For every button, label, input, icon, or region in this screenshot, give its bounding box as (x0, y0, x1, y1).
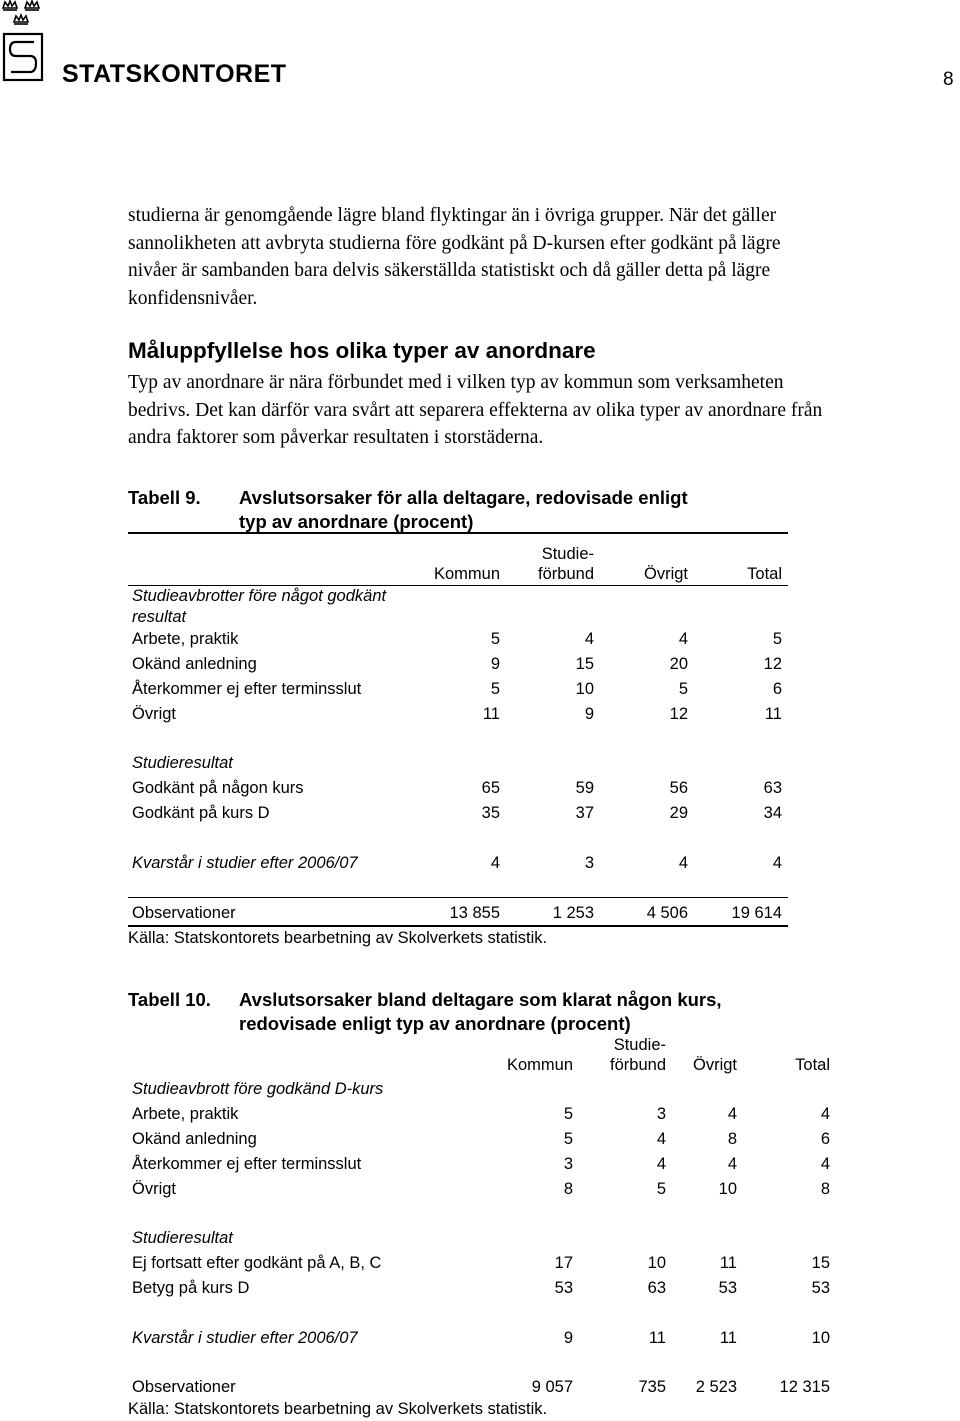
row-label: Godkänt på kurs D (132, 804, 270, 822)
body-paragraph: Typ av anordnare är nära förbundet med i vilken typ av kommun som verksamheten bedrivs. Det kan därför vara svårt att separera effekterna av olika typer av anordnare från andra faktorer som påverkar resultaten i storstäderna. (128, 372, 823, 448)
table-cell: 37 (575, 804, 594, 822)
header-line: Studie- (613, 1036, 666, 1054)
table-rule (128, 925, 788, 927)
page-number: 8 (943, 69, 954, 90)
table-cell: 4 (584, 630, 594, 648)
table-source: Källa: Statskontorets bearbetning av Skolverkets statistik. (128, 1400, 548, 1418)
table-cell: 4 (727, 1105, 737, 1123)
table-title-line: typ av anordnare (procent) (239, 510, 474, 532)
row-label: Okänd anledning (132, 655, 257, 673)
row-label: Övrigt (132, 1180, 177, 1198)
table-section-label (132, 586, 386, 628)
table-cell: 4 (656, 1155, 666, 1173)
table-cell: 5 (563, 1130, 573, 1148)
table-cell: 8 (820, 1180, 830, 1198)
table-cell: 8 (727, 1130, 737, 1148)
table-cell: 56 (669, 779, 688, 797)
table-cell: 12 315 (779, 1378, 830, 1396)
table-cell: 5 (490, 680, 500, 698)
row-label: Godkänt på någon kurs (132, 779, 304, 797)
table-cell: 12 (669, 705, 688, 723)
table-cell: 10 (811, 1329, 830, 1347)
column-header-ovrigt: Övrigt (643, 565, 688, 583)
row-label: Kvarstår i studier efter 2006/07 (132, 1329, 358, 1347)
table-cell: 53 (811, 1279, 830, 1297)
table-cell: 11 (482, 705, 500, 723)
table-cell: 2 523 (695, 1378, 737, 1396)
table-cell: 59 (575, 779, 594, 797)
section-heading: Måluppfyllelse hos olika typer av anordnare (128, 338, 596, 363)
table-cell: 15 (575, 655, 594, 673)
table-cell: 9 (563, 1329, 573, 1347)
table-cell: 63 (647, 1279, 666, 1297)
table-rule (128, 532, 788, 534)
table-cell: 9 057 (531, 1378, 573, 1396)
table-cell: 63 (763, 779, 782, 797)
table-title (239, 486, 688, 533)
table-cell: 12 (763, 655, 782, 673)
table-cell: 11 (719, 1254, 737, 1272)
table-title (239, 988, 722, 1035)
table-cell: 4 (490, 854, 500, 872)
table-cell: 9 (584, 705, 594, 723)
row-label: Arbete, praktik (132, 1105, 239, 1123)
header-line: förbund (538, 565, 594, 583)
table-cell: 735 (638, 1378, 666, 1396)
table-cell: 11 (764, 705, 782, 723)
table-label: Tabell 10. (128, 989, 211, 1010)
row-label: Övrigt (132, 705, 177, 723)
row-label: Ej fortsatt efter godkänt på A, B, C (132, 1254, 382, 1272)
row-label: Betyg på kurs D (132, 1279, 250, 1297)
row-label: Observationer (132, 904, 236, 922)
table-cell: 6 (820, 1130, 830, 1148)
table-cell: 1 253 (552, 904, 594, 922)
table-source: Källa: Statskontorets bearbetning av Skolverkets statistik. (128, 929, 548, 947)
table-cell: 5 (563, 1105, 573, 1123)
wordmark: STATSKONTORET (62, 60, 287, 88)
table-cell: 5 (678, 680, 688, 698)
table-cell: 11 (648, 1329, 666, 1347)
header-line: förbund (610, 1056, 666, 1074)
row-label: Okänd anledning (132, 1130, 257, 1148)
column-header-ovrigt: Övrigt (692, 1056, 737, 1074)
table-cell: 4 (656, 1130, 666, 1148)
row-label: Återkommer ej efter terminsslut (132, 1155, 362, 1173)
table-cell: 19 614 (731, 904, 782, 922)
table-cell: 4 506 (646, 904, 688, 922)
table-rule (128, 897, 788, 898)
table-cell: 5 (772, 630, 782, 648)
table-cell: 5 (490, 630, 500, 648)
table-cell: 53 (554, 1279, 573, 1297)
table-cell: 4 (772, 854, 782, 872)
table-section-label: Studieavbrott före godkänd D-kurs (132, 1080, 384, 1098)
table-cell: 20 (669, 655, 688, 673)
table-label: Tabell 9. (128, 487, 201, 508)
column-header-kommun: Kommun (506, 1056, 573, 1074)
table-cell: 6 (772, 680, 782, 698)
row-label: Observationer (132, 1378, 236, 1396)
table-cell: 4 (678, 630, 688, 648)
table-cell: 3 (584, 854, 594, 872)
table-title-line: Avslutsorsaker bland deltagare som klarat någon kurs, (239, 989, 722, 1010)
table-cell: 17 (554, 1254, 573, 1272)
table-cell: 65 (481, 779, 500, 797)
table-cell: 29 (669, 804, 688, 822)
table-cell: 35 (481, 804, 500, 822)
table-cell: 5 (656, 1180, 666, 1198)
table-cell: 4 (820, 1105, 830, 1123)
table-cell: 3 (656, 1105, 666, 1123)
table-cell: 4 (678, 854, 688, 872)
table-cell: 34 (763, 804, 782, 822)
header-line: Studie- (541, 545, 594, 563)
table-cell: 13 855 (449, 904, 500, 922)
table-cell: 10 (718, 1180, 737, 1198)
table-cell: 15 (811, 1254, 830, 1272)
table-cell: 8 (563, 1180, 573, 1198)
body-paragraph: studierna är genomgående lägre bland flyktingar än i övriga grupper. När det gäller sannolikheten att avbryta studierna före godkänt på D-kursen efter godkänt på lägre nivåer är sambanden bara delvis säkerställda statistiskt och då gäller detta på lägre konfidensnivåer. (128, 205, 781, 309)
section-label-line: Studieavbrotter före något godkänt (132, 587, 387, 605)
table-title-line: redovisade enligt typ av anordnare (procent) (239, 1012, 631, 1034)
table-section-label: Studieresultat (132, 754, 233, 772)
row-label: Arbete, praktik (132, 630, 239, 648)
column-header-total: Total (747, 565, 782, 583)
table-cell: 53 (718, 1279, 737, 1297)
column-header-total: Total (795, 1056, 830, 1074)
row-label: Återkommer ej efter terminsslut (132, 680, 362, 698)
column-header-kommun: Kommun (433, 565, 500, 583)
table-cell: 10 (647, 1254, 666, 1272)
table-cell: 10 (575, 680, 594, 698)
row-label: Kvarstår i studier efter 2006/07 (132, 854, 358, 872)
table-cell: 4 (727, 1155, 737, 1173)
table-cell: 9 (490, 655, 500, 673)
table-cell: 3 (563, 1155, 573, 1173)
table-cell: 4 (820, 1155, 830, 1173)
table-title-line: Avslutsorsaker för alla deltagare, redovisade enligt (239, 487, 688, 508)
table-cell: 11 (719, 1329, 737, 1347)
section-label-line: resultat (132, 608, 187, 626)
table-section-label: Studieresultat (132, 1229, 233, 1247)
